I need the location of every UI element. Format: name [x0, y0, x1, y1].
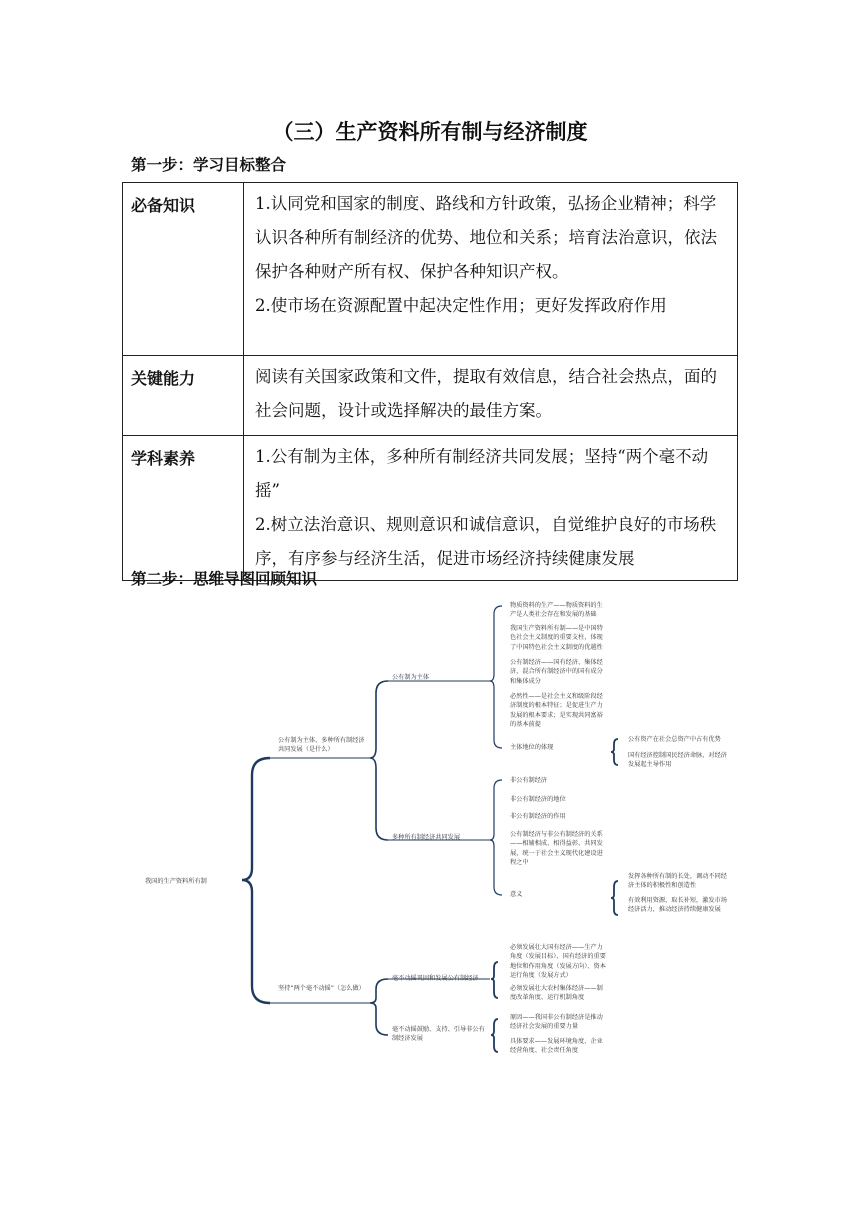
mindmap-leaf: 主体地位的体现: [510, 744, 554, 751]
row-header: 必备知识: [123, 183, 244, 356]
paragraph: 2.使市场在资源配置中起决定性作用；更好发挥政府作用: [255, 296, 667, 315]
mindmap-node-b1-2: 多种所有制经济共同发展: [392, 834, 461, 841]
mindmap-leaf: 国有经济控制国民经济命脉，对经济发展起主导作用: [628, 752, 727, 769]
row-header: 学科素养: [123, 436, 244, 581]
mindmap-leaf: 非公有制经济: [510, 777, 548, 784]
mindmap-leaf: 必须发展壮大农村集体经济——制度改革角度、运行机制角度: [510, 985, 603, 1002]
mindmap-leaf: 公有制经济——国有经济、集体经济，混合所有制经济中的国有成分和集体成分: [510, 659, 603, 685]
mindmap-root: 我国的生产资料所有制: [145, 878, 207, 885]
mindmap-leaf: 非公有制经济的地位: [510, 796, 566, 803]
small-brace: [491, 962, 498, 998]
mindmap-leaf: 意义: [510, 891, 523, 898]
small-brace: [611, 881, 618, 915]
mindmap-leaf: 有效利用资源，取长补短，激发市场经济活力，推动经济持续健康发展: [628, 897, 727, 914]
step-two-heading: 第二步：思维导图回顾知识: [131, 570, 318, 588]
root-brace: [242, 758, 270, 1003]
paragraph: 2.树立法治意识、规则意识和诚信意识，自觉维护良好的市场秩序，有序参与经济生活，促进市场经济持续健康发展: [255, 515, 717, 568]
mindmap-leaf: 原因——我国非公有制经济是推动经济社会发展的重要力量: [510, 1014, 603, 1031]
mindmap-leaf: 公有制经济与非公有制经济的关系——相辅相成、相得益彰、共同发展，统一于社会主义现代化建设进程之中: [510, 831, 603, 867]
mindmap-leaf: 物质资料的生产——物质资料的生产是人类社会存在和发展的基础: [510, 602, 603, 619]
b1-2-brace: [490, 780, 502, 895]
mindmap-node-b1-1: 公有制为主体: [392, 674, 430, 681]
small-brace: [491, 1019, 498, 1052]
mindmap-leaf: 我国生产资料所有制——是中国特色社会主义制度的重要支柱，体现了中国特色社会主义制度的优越性: [510, 625, 603, 651]
b1-1-brace: [490, 606, 502, 748]
mindmap-node-b2-1: 毫不动摇巩固和发展公有制经济: [392, 975, 479, 982]
row-header: 关键能力: [123, 356, 244, 436]
b2-brace: [370, 979, 388, 1035]
mindmap-leaf: 非公有制经济的作用: [510, 813, 566, 820]
mindmap-leaf: 公有资产在社会总资产中占有优势: [628, 736, 721, 743]
mindmap-leaf: 必然性——是社会主义和级阶段经济制度的根本特征；是促进生产力发展的根本要求；是实现共同富裕的基本前提: [510, 693, 603, 729]
paragraph: 阅读有关国家政策和文件，提取有效信息，结合社会热点，面的社会问题，设计或选择解决的最佳方案。: [255, 367, 717, 420]
small-brace: [611, 739, 618, 765]
paragraph: 1.公有制为主体，多种所有制经济共同发展；坚持“两个毫不动摇”: [255, 447, 709, 500]
mindmap-node-b2-2: 毫不动摇鼓励、支持、引导非公有制经济发展: [392, 1026, 485, 1043]
mindmap-leaf: 发挥各种所有制的长处，调动不同经济主体的积极性和创造性: [628, 873, 727, 890]
mindmap-node-b2: 坚持“两个毫不动摇”（怎么做）: [278, 985, 365, 992]
mindmap-leaf: 具体要求——发展环境角度、企业经营角度、社会责任角度: [510, 1038, 603, 1055]
b1-brace: [370, 681, 388, 840]
mindmap-leaf: 必须发展壮大国有经济——生产力角度（发展目标）、国有经济的重要地位和作用角度（发展方向）、资本运行角度（发展方式）: [510, 944, 606, 980]
paragraph: 1.认同党和国家的制度、路线和方针政策，弘扬企业精神；科学认识各种所有制经济的优势、地位和关系；培育法治意识，依法保护各种财产所有权、保护各种知识产权。: [255, 194, 717, 281]
step-one-heading: 第一步：学习目标整合: [131, 156, 287, 174]
page-title: （三）生产资料所有制与经济制度: [272, 120, 588, 144]
mindmap-node-b1: 公有制为主体、多种所有制经济共同发展（是什么）: [278, 737, 365, 754]
